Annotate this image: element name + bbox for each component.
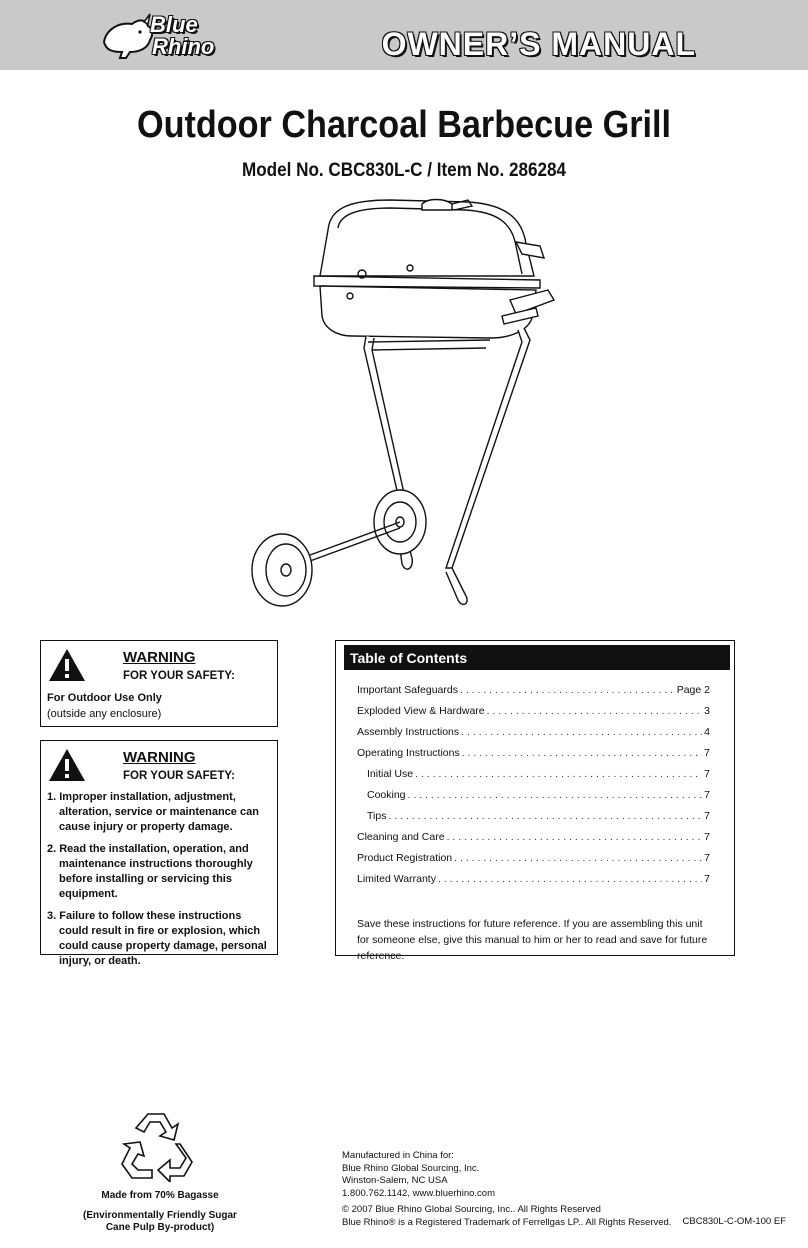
warning-item: 2. Read the installation, operation, and maintenance instructions thoroughly before installing or servicing this equipment. [47,843,253,900]
warning-subheading: FOR YOUR SAFETY: [122,670,236,682]
toc-row[interactable] [336,726,734,747]
toc-label: Important Safeguards [357,684,458,696]
bagasse-note [80,1190,240,1234]
mfr-line: Winston-Salem, NC USA [342,1175,448,1186]
toc-note: Save these instructions for future reference. If you are assembling this unit for someone else, give this manual to him or her to read and save for future reference. [357,918,708,962]
mfr-line: Manufactured in China for: [342,1150,454,1161]
copyright-line: © 2007 Blue Rhino Global Sourcing, Inc.. All Rights Reserved [342,1204,601,1215]
trademark-line: Blue Rhino® is a Registered Trademark of Ferrellgas LP.. All Rights Reserved. [342,1216,672,1228]
toc-page: 7 [704,831,710,843]
toc-page: Page 2 [676,684,710,696]
toc-row[interactable] [336,705,734,726]
header-bar [0,0,808,70]
table-of-contents [335,640,735,962]
model-number: Model No. CBC830L-C / Item No. 286284 [241,160,567,181]
toc-row[interactable] [336,768,734,789]
toc-label: Assembly Instructions [357,726,460,738]
toc-page: 7 [704,768,710,780]
toc-page: 4 [704,726,710,738]
toc-heading: Table of Contents [344,645,730,670]
toc-row[interactable] [336,789,734,810]
warning-heading: WARNING [123,749,196,766]
toc-list [336,684,734,894]
toc-row[interactable] [336,684,734,705]
warning-line: (outside any enclosure) [47,708,162,720]
toc-label: Exploded View & Hardware [357,705,485,717]
brand-wordmark [150,14,214,58]
toc-label: Cleaning and Care [357,831,445,843]
brand-line1: Blue [150,12,198,37]
warning-list [47,790,271,969]
toc-label: Tips [367,810,387,822]
warning-item: 1. Improper installation, adjustment, alteration, service or maintenance can cause injury or property damage. [47,791,259,833]
toc-label: Initial Use [367,768,414,780]
toc-page: 7 [704,789,710,801]
toc-row[interactable] [336,747,734,768]
warning-triangle-icon [47,647,87,683]
warning-line: For Outdoor Use Only [47,692,162,704]
mfr-line: Blue Rhino Global Sourcing, Inc. [342,1162,480,1174]
toc-label: Cooking [367,789,406,801]
toc-label: Operating Instructions [357,747,460,759]
warning-item: 3. Failure to follow these instructions could result in fire or explosion, which could cause property damage, personal injury, or death. [47,910,267,967]
page-title: Outdoor Charcoal Barbecue Grill [136,104,672,146]
warning-triangle-icon [47,747,87,783]
bagasse-line: Made from 70% Bagasse [101,1190,219,1201]
manufacturer-info [342,1150,495,1200]
brand-line2: Rhino [152,34,215,59]
toc-page: 7 [704,873,710,885]
toc-label: Product Registration [357,852,453,864]
recycle-icon [118,1108,196,1182]
toc-page: 3 [704,705,710,717]
toc-row[interactable] [336,831,734,852]
toc-page: 7 [704,852,710,864]
toc-page: 7 [704,810,710,822]
toc-page: 7 [704,747,710,759]
toc-label: Limited Warranty [357,873,436,885]
warning-subheading: FOR YOUR SAFETY: [122,770,236,782]
bagasse-line: (Environmentally Friendly Sugar Cane Pulp By-product) [83,1210,237,1233]
mfr-line: 1.800.762.1142, www.bluerhino.com [342,1187,495,1199]
document-code: CBC830L-C-OM-100 EF [682,1216,786,1227]
warning-heading: WARNING [123,649,196,666]
grill-illustration [240,188,580,608]
warning-installation [40,740,278,967]
toc-row[interactable] [336,852,734,873]
copyright-info [342,1204,671,1229]
toc-row[interactable] [336,873,734,894]
toc-row[interactable] [336,810,734,831]
warning-outdoor-use [40,640,278,727]
manual-title: OWNER’S MANUAL [381,26,696,62]
